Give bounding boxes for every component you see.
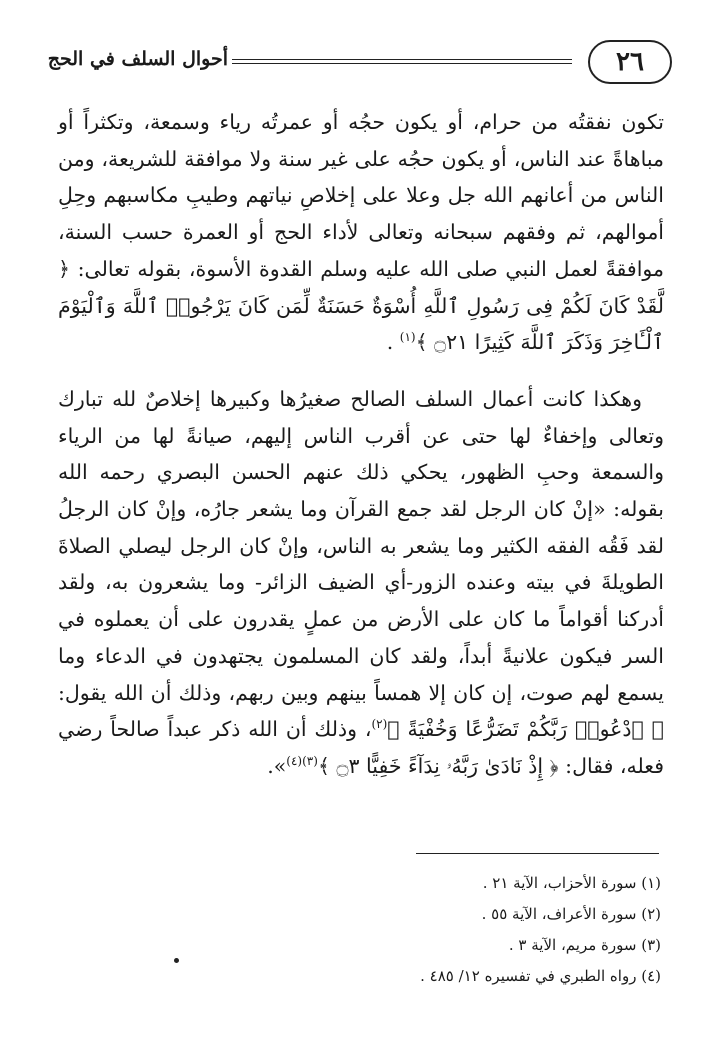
paragraph-1 <box>58 104 664 361</box>
paragraph-2-text-2: ، وذلك أن الله ذكر عبداً صالحاً رضي فعله، فقال: <box>58 717 664 778</box>
footnote-1: (١) سورة الأحزاب، الآية ٢١ . <box>482 874 661 892</box>
footnote-ref-3-4[interactable]: (٣)(٤) <box>286 754 318 769</box>
paragraph-1-text: تكون نفقتُه من حرام، أو يكون حجُه أو عمرتُه رياء وسمعة، وتكثراً أو مباهاةً عند الناس، أو يكون حجُه على غير سنة ولا موافقة للشريعة، ومن الناس من أعانهم الله جل وعلا على إخلاصِ نياتهم وطيبِ مكاسبهم وحِلِ أموالهم، ثم وفقهم سبحانه وتعالى لأداء الحج أو العمرة حسب السنة، موافقةً لعمل النبي صلى الله عليه وسلم القدوة الأسوة، بقوله تعالى: <box>58 110 664 281</box>
ink-dot <box>174 958 179 963</box>
quran-verse-araf: ﴿ ٱدْعُوا۟ رَبَّكُمْ تَضَرُّعًا وَخُفْيَةً ﴾ <box>387 717 664 742</box>
page-header <box>47 40 672 90</box>
quran-verse-maryam: ﴿ إِذْ نَادَىٰ رَبَّهُۥ نِدَآءً خَفِيًّا ۝٣ ﴾ <box>317 753 559 778</box>
footnote-4: (٤) رواه الطبري في تفسيره ١٢/ ٤٨٥ . <box>420 967 661 985</box>
paragraph-1-end: . <box>386 330 400 355</box>
main-text <box>58 104 664 785</box>
paragraph-2-text-1: وهكذا كانت أعمال السلف الصالح صغيرُها وكبيرها إخلاصٌ لله تبارك وتعالى وإخفاءٌ لها حتى عن أقرب الناس إليهم، صيانةً لها من الرياء والسمعة وحبِ الظهور، يحكي ذلك عنهم الحسن البصري رحمه الله بقوله: «إنْ كان الرجل لقد جمع القرآن وما يشعر جارُه، وإنْ كان الرجلُ لقد فَقُه الفقه الكثير وما يشعر به الناس، وإنْ كان الرجل ليصلي الصلاةَ الطويلةَ في بيته وعنده الزور-أي الضيف الزائر- وما يشعرون به، ولقد أدركنا أقواماً ما كان على الأرض من عملٍ يقدرون على أن يعملوه في السر فيكون علانيةً أبداً، ولقد كان المسلمون يجتهدون في الدعاء وما يسمع لهم صوت، إن كان إلا همساً بينهم وبين ربهم، وذلك أن الله يقول: <box>58 386 664 705</box>
header-double-rule <box>232 59 572 64</box>
footnotes <box>241 868 661 992</box>
footnote-3: (٣) سورة مريم، الآية ٣ . <box>508 936 661 954</box>
running-title: أحوال السلف في الحج <box>47 48 228 70</box>
quran-verse-ahzab: ﴿ لَّقَدْ كَانَ لَكُمْ فِى رَسُولِ ٱللَّهِ أُسْوَةٌ حَسَنَةٌ لِّمَن كَانَ يَرْجُوا۟ ٱللَّهَ وَٱلْيَوْمَ ٱلْـَٔاخِرَ وَذَكَرَ ٱللَّهَ كَثِيرًا ۝٢١ ﴾ <box>58 256 664 355</box>
footnote-2: (٢) سورة الأعراف، الآية ٥٥ . <box>481 905 661 923</box>
page-number-badge: ٢٦ <box>588 40 672 84</box>
footnote-ref-1[interactable]: (١) <box>399 330 416 345</box>
footnote-ref-2[interactable]: (٢) <box>371 717 388 732</box>
paragraph-2 <box>58 381 664 785</box>
paragraph-2-end: ». <box>267 753 287 778</box>
footnote-separator <box>416 853 659 854</box>
